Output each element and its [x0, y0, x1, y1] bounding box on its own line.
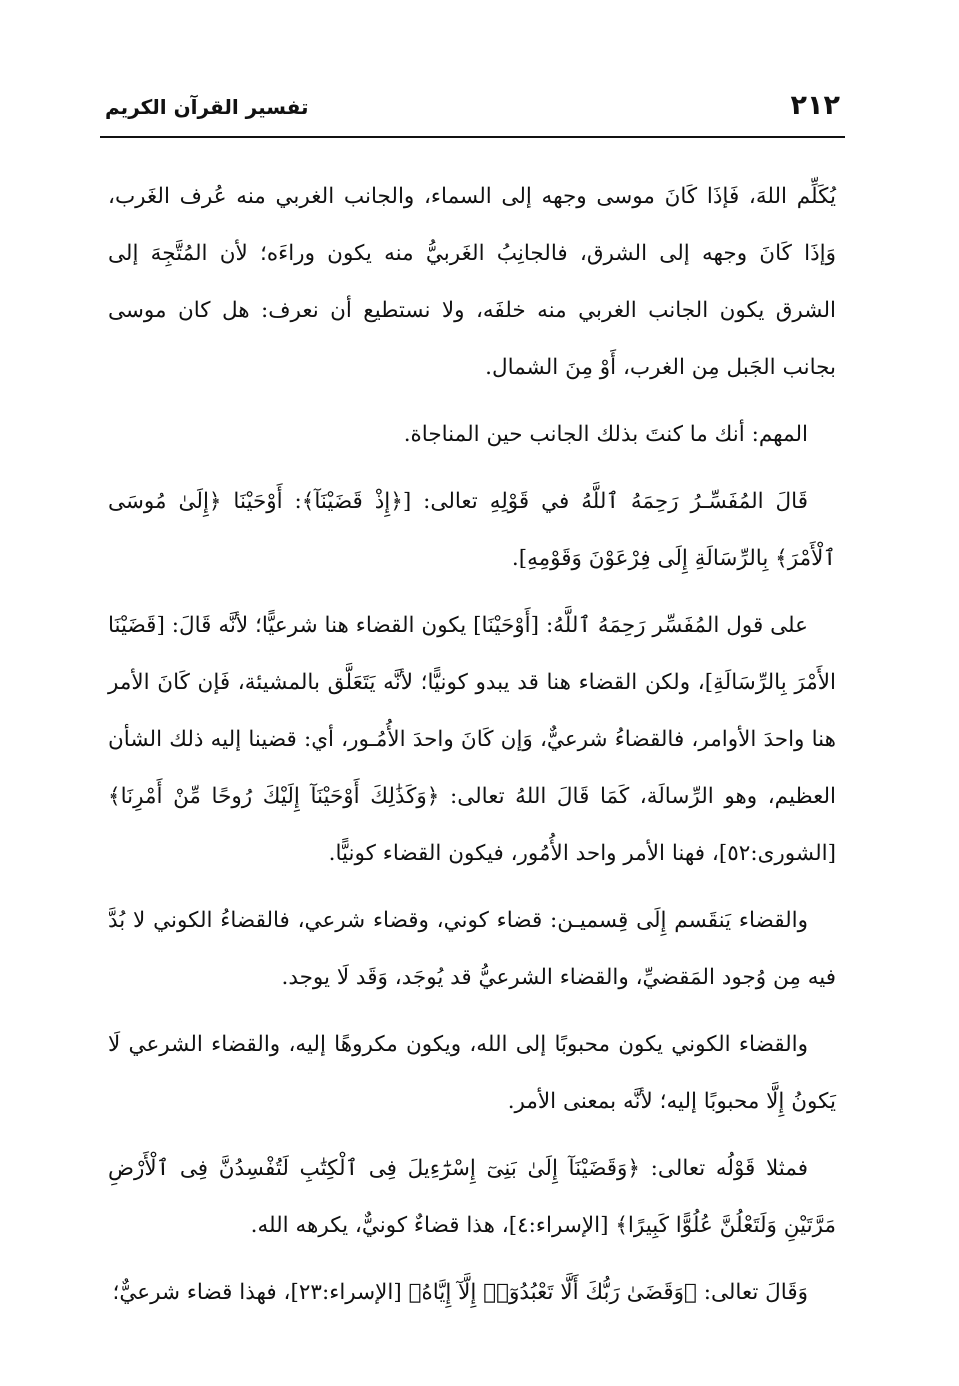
book-title: تفسير القرآن الكريم: [105, 95, 309, 119]
paragraph-8: وَقَالَ تعالى: ﴿وَقَضَىٰ رَبُّكَ أَلَّا تَعْبُدُوٓا۟ إِلَّآ إِيَّاهُ﴾ [الإسراء:٢٣]، فهذا قضاء شرعيٌّ؛: [112, 1280, 808, 1305]
paragraph-2: المهم: أنك ما كنتَ بذلك الجانب حين المناجاة.: [403, 422, 808, 447]
paragraph-7: فمثلا قَوْلُه تعالى: ﴿وَقَضَيْنَآ إِلَىٰ بَنِىٓ إِسْرَٰٓءِيلَ فِى ٱلْكِتَٰبِ لَتُفْسِدُنَّ فِى ٱلْأَرْضِ مَرَّتَيْنِ وَلَتَعْلُنَّ عُلُوًّا كَبِيرًا﴾ [الإسراء:٤]، هذا قضاءٌ كونيٌّ، يكرهه الله.: [108, 1156, 836, 1238]
page-body: [108, 168, 836, 1331]
paragraph-4: على قول المُفَسِّر رَحِمَهُ ٱللَّهُ: [أَوْحَيْنَا] يكون القضاء هنا شرعيًّا؛ لأنَّه قَالَ: [قَضَيْنَا الأَمْرَ بِالرِّسَالَةِ]، ولكن القضاء هنا قد يبدو كونيًّا؛ لأنَّه يَتَعَلَّق بالمشيئة، فَإن كَانَ الأمر هنا واحدَ الأوامر، فالقضاءُ شرعيٌّ، وَإن كَانَ واحدَ الأُمُـور، أي: قضينا إليه ذلك الشأن العظيم، وهو الرِّسالَة، كَمَا قَالَ اللهُ تعالى: ﴿وَكَذَٰلِكَ أَوْحَيْنَآ إِلَيْكَ رُوحًا مِّنْ أَمْرِنَا﴾ [الشورى:٥٢]، فهنا الأمر واحد الأُمُور، فيكون القضاء كونيًّا.: [108, 613, 836, 866]
paragraph-3: قَالَ المُفَسِّـرُ رَحِمَهُ ٱللَّهُ في قَوْلِهِ تعالى: [﴿إِذْ قَضَيْنَآ﴾: أَوْحَيْنَا ﴿إِلَىٰ مُوسَى ٱلْأَمْرَ﴾ بِالرِّسَالَةِ إِلَى فِرْعَوْنَ وَقَوْمِهِ].: [108, 489, 836, 571]
header-divider: [100, 136, 845, 138]
page-header: [105, 86, 840, 130]
paragraph-1: يُكَلِّم اللهَ، فَإذَا كَانَ موسى وجهه إلى السماء، والجانب الغربي منه عُرف الغَرب، وَإذَا كَانَ وجهه إلى الشرق، فالجانِبُ الغَربيُّ منه يكون وراءَه؛ لأن المُتَّجِهَ إلى الشرق يكون الجانب الغربي منه خلفَه، ولا نستطيع أن نعرف: هل كان موسى بجانب الجَبل مِن الغرب، أَوْ مِنَ الشمال.: [108, 184, 836, 380]
paragraph-6: والقضاء الكوني يكون محبوبًا إلى الله، ويكون مكروهًا إليه، والقضاء الشرعي لَا يَكونُ إِلَّا محبوبًا إليه؛ لأنَّه بمعنى الأمر.: [108, 1032, 836, 1114]
page-number: ٢١٢: [790, 90, 840, 121]
paragraph-5: والقضاء يَنقَسم إِلَى قِسميـن: قضاء كوني، وقضاء شرعي، فالقضاءُ الكوني لا بُدَّ فيه مِن وُجود المَقضيِّ، والقضاء الشرعيُّ قد يُوجَد، وَقَد لَا يوجد.: [108, 908, 836, 990]
